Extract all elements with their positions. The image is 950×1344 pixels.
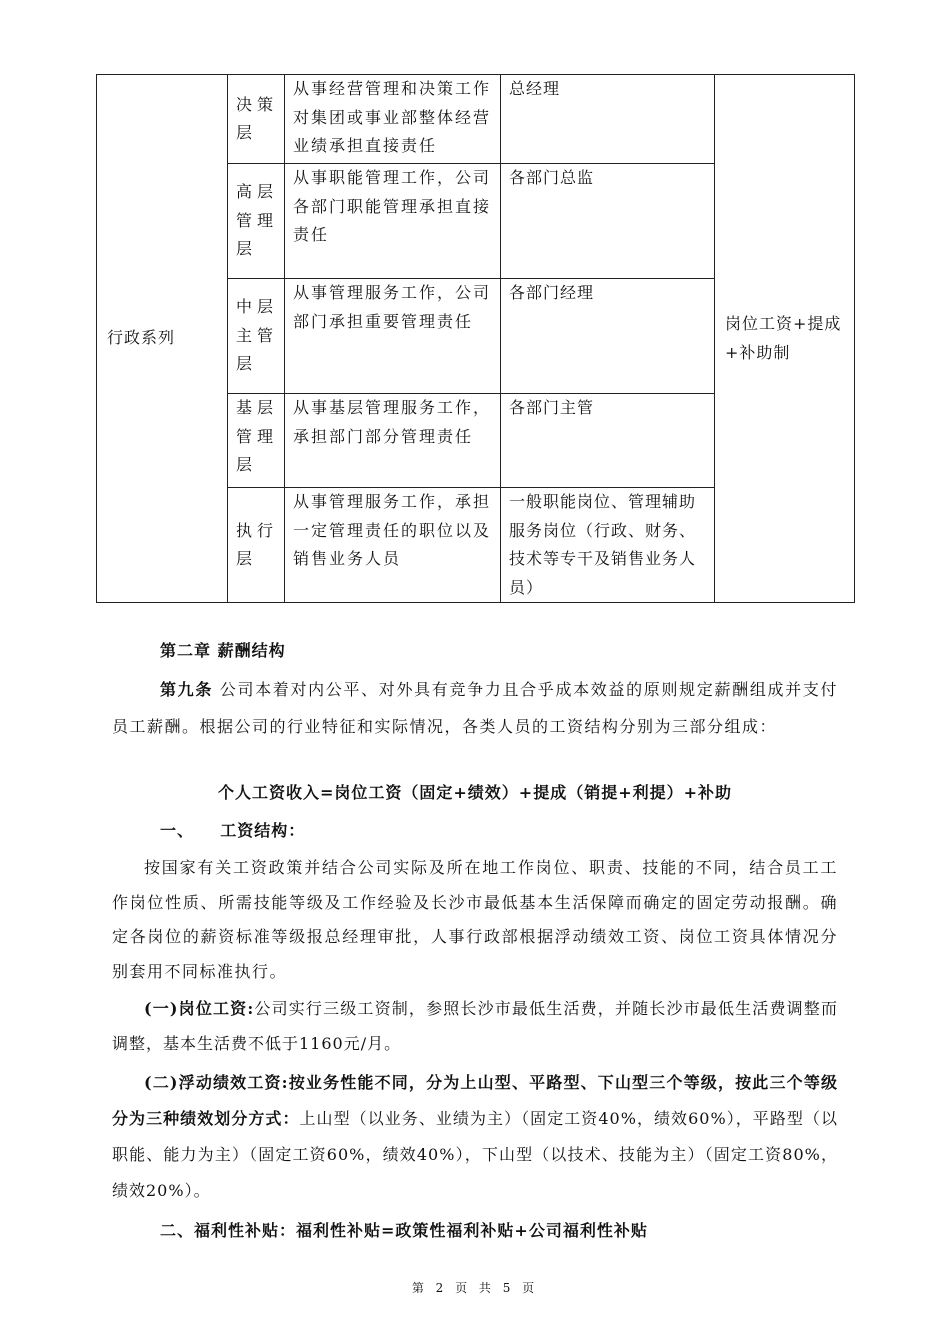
page-footer: 第 2 页 共 5 页 — [411, 1281, 539, 1295]
level-cell: 基层管理层 — [228, 394, 285, 488]
position-cell: 各部门总监 — [501, 164, 715, 279]
level-cell: 中层主管层 — [228, 279, 285, 394]
level-cell: 执行层 — [228, 488, 285, 603]
chapter-title: 第二章 薪酬结构 — [160, 641, 286, 660]
duty-cell: 从事经营管理和决策工作对集团或事业部整体经营业绩承担直接责任 — [285, 75, 501, 164]
level-cell: 决策层 — [228, 75, 285, 164]
position-level-table — [96, 74, 855, 603]
performance-salary-label: (二)浮动绩效工资: — [144, 1073, 289, 1092]
post-salary-paragraph — [112, 991, 838, 1061]
duty-cell: 从事管理服务工作，承担一定管理责任的职位以及销售业务人员 — [285, 488, 501, 603]
performance-salary-paragraph — [112, 1065, 838, 1209]
performance-salary-text: 上山型（以业务、业绩为主）（固定工资40%，绩效60%），平路型（以职能、能力为主）（固定工资60%，绩效40%），下山型（以技术、技能为主）（固定工资80%，绩效20%）。 — [112, 1109, 838, 1200]
article-label: 第九条 — [160, 680, 214, 699]
article-nine-paragraph — [112, 672, 838, 745]
article-text: 公司本着对内公平、对外具有竞争力且合乎成本效益的原则规定薪酬组成并支付员工薪酬。根据公司的行业特征和实际情况，各类人员的工资结构分别为三部分组成： — [112, 680, 838, 736]
post-salary-text: 公司实行三级工资制，参照长沙市最低生活费，并随长沙市最低生活费调整而调整，基本生活费不低于1160元/月。 — [112, 999, 838, 1053]
salary-system-cell: 岗位工资+提成+补助制 — [715, 75, 855, 603]
performance-salary-bold-text: 按业务性能不同，分为上山型、平路型、下山型三个等级，按此三个等级分为三种绩效划分方式： — [112, 1073, 838, 1128]
post-salary-label: (一)岗位工资: — [144, 999, 255, 1018]
level-cell: 高层管理层 — [228, 164, 285, 279]
table-row — [97, 75, 855, 164]
section-one-paragraph: 按国家有关工资政策并结合公司实际及所在地工作岗位、职责、技能的不同，结合员工工作岗位性质、所需技能等级及工作经验及长沙市最低基本生活保障而确定的固定劳动报酬。确定各岗位的薪资标准等级报总经理审批，人事行政部根据浮动绩效工资、岗位工资具体情况分别套用不同标准执行。 — [112, 858, 838, 981]
section-one-title: 一、 工资结构： — [160, 821, 306, 840]
position-cell: 一般职能岗位、管理辅助服务岗位（行政、财务、技术等专干及销售业务人员） — [501, 488, 715, 603]
position-cell: 各部门主管 — [501, 394, 715, 488]
duty-cell: 从事职能管理工作，公司各部门职能管理承担直接责任 — [285, 164, 501, 279]
series-cell: 行政系列 — [97, 75, 228, 603]
duty-cell: 从事基层管理服务工作，承担部门部分管理责任 — [285, 394, 501, 488]
salary-formula: 个人工资收入=岗位工资（固定+绩效）+提成（销提+利提）+补助 — [217, 783, 733, 802]
duty-cell: 从事管理服务工作，公司部门承担重要管理责任 — [285, 279, 501, 394]
section-two-title: 二、福利性补贴：福利性补贴=政策性福利补贴+公司福利性补贴 — [160, 1221, 648, 1240]
position-cell: 总经理 — [501, 75, 715, 164]
position-cell: 各部门经理 — [501, 279, 715, 394]
